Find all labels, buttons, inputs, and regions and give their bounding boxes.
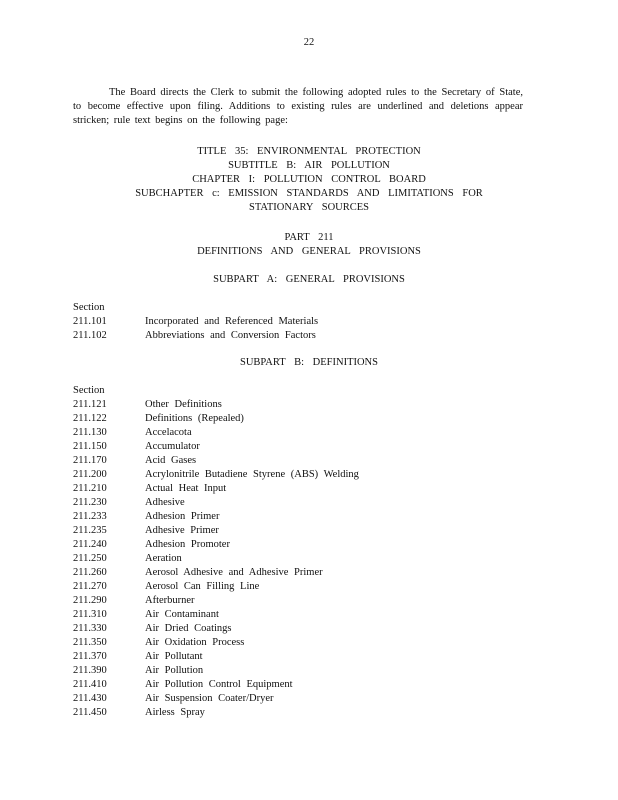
section-title: Air Oxidation Process — [145, 637, 245, 648]
subchapter-heading-line2: STATIONARY SOURCES — [249, 202, 369, 213]
section-row — [73, 636, 533, 650]
section-row — [73, 329, 533, 343]
subpart-a-section-list — [73, 301, 533, 343]
section-title: Adhesive Primer — [145, 525, 219, 536]
chapter-heading: CHAPTER I: POLLUTION CONTROL BOARD — [192, 174, 426, 185]
section-number: 211.390 — [73, 665, 107, 676]
section-row — [73, 496, 533, 510]
section-number: 211.270 — [73, 581, 107, 592]
section-number: 211.250 — [73, 553, 107, 564]
section-number: 211.240 — [73, 539, 107, 550]
part-heading: PART 211 — [284, 232, 334, 243]
section-row — [73, 412, 533, 426]
section-row — [73, 706, 533, 720]
intro-paragraph: The Board directs the Clerk to submit the following adopted rules to the Secretary of State, to become effective upon filing. Additions to existing rules are underlined and deletions appear stricken; rule text begins on the following page: — [73, 87, 523, 126]
section-number: 211.130 — [73, 427, 107, 438]
section-title: Acrylonitrile Butadiene Styrene (ABS) Welding — [145, 469, 359, 480]
part-title-heading: DEFINITIONS AND GENERAL PROVISIONS — [197, 246, 421, 257]
section-number: 211.350 — [73, 637, 107, 648]
section-row — [73, 426, 533, 440]
section-number: 211.430 — [73, 693, 107, 704]
section-title: Air Contaminant — [145, 609, 219, 620]
section-row — [73, 664, 533, 678]
section-title: Acid Gases — [145, 455, 197, 466]
section-row — [73, 650, 533, 664]
section-title: Actual Heat Input — [145, 483, 227, 494]
section-title: Definitions (Repealed) — [145, 413, 244, 424]
section-row — [73, 510, 533, 524]
title-heading: TITLE 35: ENVIRONMENTAL PROTECTION — [197, 146, 421, 157]
section-row — [73, 440, 533, 454]
section-number: 211.290 — [73, 595, 107, 606]
section-number: 211.121 — [73, 399, 107, 410]
section-row — [73, 398, 533, 412]
section-number: 211.210 — [73, 483, 107, 494]
section-number: 211.450 — [73, 707, 107, 718]
subchapter-heading-line1: SUBCHAPTER c: EMISSION STANDARDS AND LIMITATIONS FOR — [135, 188, 483, 199]
section-title: Air Suspension Coater/Dryer — [145, 693, 274, 704]
section-row — [73, 594, 533, 608]
section-row — [73, 482, 533, 496]
section-title: Adhesion Primer — [145, 511, 220, 522]
page-number: 22 — [303, 37, 315, 48]
section-number: 211.122 — [73, 413, 107, 424]
section-row — [73, 468, 533, 482]
section-row — [73, 692, 533, 706]
section-title: Afterburner — [145, 595, 195, 606]
section-number: 211.101 — [73, 316, 107, 327]
section-title: Accumulator — [145, 441, 200, 452]
section-title: Aerosol Adhesive and Adhesive Primer — [145, 567, 323, 578]
section-row — [73, 622, 533, 636]
section-number: 211.233 — [73, 511, 107, 522]
section-row — [73, 608, 533, 622]
section-number: 211.370 — [73, 651, 107, 662]
section-title: Air Pollution — [145, 665, 204, 676]
section-row — [73, 566, 533, 580]
section-number: 211.170 — [73, 455, 107, 466]
section-title: Airless Spray — [145, 707, 205, 718]
rule-headings — [0, 145, 618, 215]
section-row — [73, 552, 533, 566]
section-title: Abbreviations and Conversion Factors — [145, 330, 316, 341]
subtitle-heading: SUBTITLE B: AIR POLLUTION — [228, 160, 390, 171]
subpart-a-heading: SUBPART A: GENERAL PROVISIONS — [213, 274, 405, 285]
section-row — [73, 454, 533, 468]
section-number: 211.235 — [73, 525, 107, 536]
section-title: Air Pollutant — [145, 651, 203, 662]
section-row — [73, 678, 533, 692]
section-number: 211.200 — [73, 469, 107, 480]
section-title: Air Pollution Control Equipment — [145, 679, 293, 690]
section-number: 211.330 — [73, 623, 107, 634]
section-number: 211.150 — [73, 441, 107, 452]
section-number: 211.230 — [73, 497, 107, 508]
part-headings — [0, 231, 618, 259]
section-title: Adhesion Promoter — [145, 539, 230, 550]
section-title: Other Definitions — [145, 399, 222, 410]
section-title: Incorporated and Referenced Materials — [145, 316, 319, 327]
section-row — [73, 524, 533, 538]
subpart-b-heading: SUBPART B: DEFINITIONS — [240, 357, 378, 368]
section-title: Aerosol Can Filling Line — [145, 581, 260, 592]
section-number: 211.102 — [73, 330, 107, 341]
section-title: Aeration — [145, 553, 182, 564]
section-number: 211.410 — [73, 679, 107, 690]
section-title: Adhesive — [145, 497, 185, 508]
section-number: 211.260 — [73, 567, 107, 578]
section-row — [73, 538, 533, 552]
section-column-label: Section — [73, 385, 105, 396]
section-row — [73, 580, 533, 594]
section-column-label: Section — [73, 302, 105, 313]
section-row — [73, 315, 533, 329]
subpart-b-section-list — [73, 384, 533, 720]
section-title: Air Dried Coatings — [145, 623, 232, 634]
section-title: Accelacota — [145, 427, 192, 438]
section-number: 211.310 — [73, 609, 107, 620]
